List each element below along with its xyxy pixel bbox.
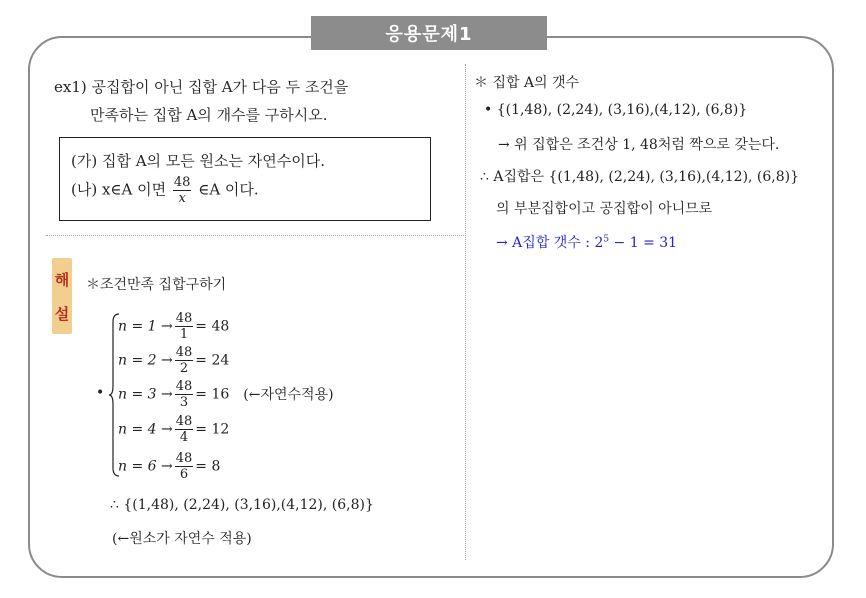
row-fraction — [175, 380, 194, 409]
fraction-numerator: 48 — [173, 175, 191, 190]
row-prefix: n = 2 → — [118, 352, 173, 369]
horizontal-divider — [46, 235, 464, 236]
right-bullet-set: • {(1,48), (2,24), (3,16),(4,12), (6,8)} — [484, 102, 748, 118]
row-fraction-numerator: 48 — [175, 345, 193, 360]
row-fraction-numerator: 48 — [175, 451, 193, 466]
solution-tag-char-2: 설 — [54, 304, 70, 323]
condition-row — [118, 452, 220, 481]
problem-line-2: 만족하는 집합 A의 개수를 구하시오. — [90, 106, 328, 124]
vertical-divider — [465, 64, 466, 560]
row-fraction-denominator: 1 — [179, 327, 189, 342]
row-fraction — [175, 452, 194, 481]
solution-result-note: (←원소가 자연수 적용) — [112, 531, 252, 547]
condition-b-pre: (나) x∈A 이면 — [71, 180, 167, 199]
condition-row — [118, 346, 229, 375]
solution-result: ∴ {(1,48), (2,24), (3,16),(4,12), (6,8)} — [110, 497, 374, 513]
problem-line-1: ex1) 공집합이 아닌 집합 A가 다음 두 조건을 — [54, 78, 349, 96]
right-answer — [496, 232, 677, 252]
row-prefix: n = 3 → — [118, 386, 173, 403]
condition-row — [118, 312, 229, 341]
right-heading: ＊ 집합 A의 갯수 — [474, 75, 580, 91]
solution-heading: ＊조건만족 집합구하기 — [86, 277, 227, 293]
row-fraction — [175, 415, 194, 444]
row-fraction-denominator: 2 — [179, 361, 189, 376]
row-fraction-numerator: 48 — [175, 311, 193, 326]
row-note: (←자연수적용) — [243, 386, 334, 403]
condition-b-post: ∈A 이다. — [198, 180, 259, 199]
row-result: = 16 — [195, 386, 230, 403]
row-fraction-denominator: 6 — [179, 467, 189, 482]
right-arrow-line: → 위 집합은 조건상 1, 48처럼 짝으로 갖는다. — [498, 137, 780, 153]
answer-exponent: 5 — [603, 234, 610, 245]
solution-tag — [52, 258, 72, 334]
row-result: = 24 — [195, 352, 230, 369]
fraction-denominator: x — [178, 191, 186, 206]
row-fraction — [175, 312, 194, 341]
condition-b — [71, 176, 259, 205]
row-result: = 48 — [195, 318, 230, 335]
condition-row — [118, 380, 334, 409]
row-result: = 12 — [195, 421, 230, 438]
row-prefix: n = 6 → — [118, 458, 173, 475]
row-prefix: n = 1 → — [118, 318, 173, 335]
right-therefore-line: ∴ A집합은 {(1,48), (2,24), (3,16),(4,12), (6,8)} — [480, 169, 800, 185]
condition-row — [118, 415, 229, 444]
row-fraction-numerator: 48 — [175, 379, 193, 394]
solution-bullet: • — [96, 385, 105, 401]
row-fraction-numerator: 48 — [175, 414, 193, 429]
answer-suffix: − 1 = 31 — [609, 235, 678, 251]
answer-prefix: → A집합 갯수 : 2 — [496, 235, 604, 251]
row-fraction-denominator: 4 — [179, 430, 189, 445]
solution-tag-char-1: 해 — [54, 270, 70, 289]
right-subset-line: 의 부분집합이고 공집합이 아니므로 — [496, 201, 713, 217]
row-result: = 8 — [195, 458, 221, 475]
condition-a: (가) 집합 A의 모든 원소는 자연수이다. — [71, 152, 326, 170]
row-prefix: n = 4 → — [118, 421, 173, 438]
row-fraction — [175, 346, 194, 375]
condition-b-fraction — [173, 176, 192, 205]
page-title: 응용문제1 — [311, 16, 547, 50]
row-fraction-denominator: 3 — [179, 395, 189, 410]
